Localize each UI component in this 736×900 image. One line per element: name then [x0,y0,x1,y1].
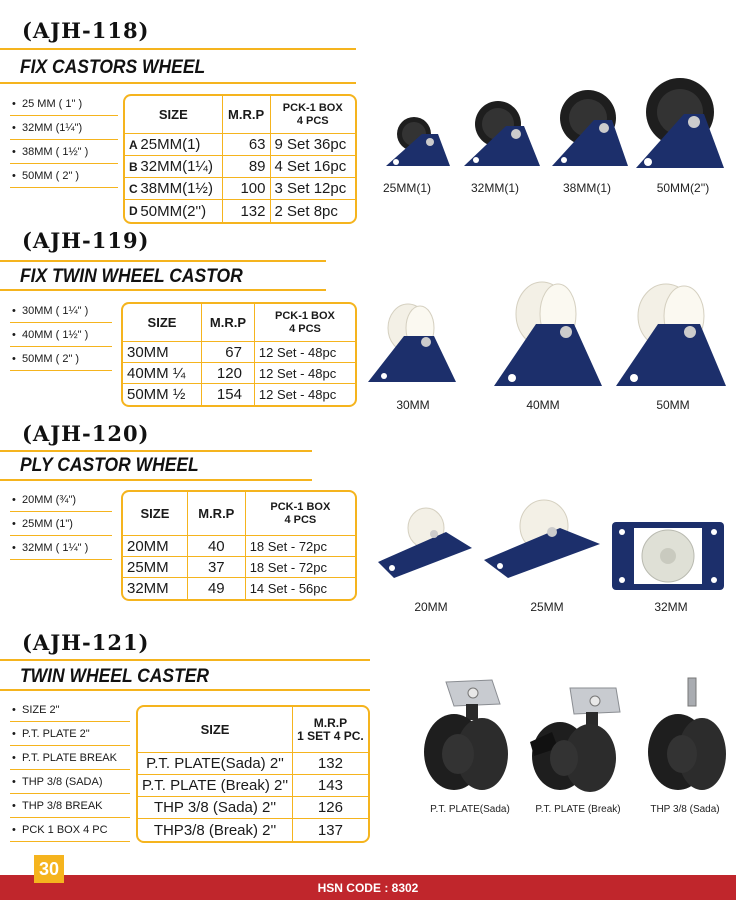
section-title: PLY CASTOR WHEEL [20,455,199,476]
spec-item: • P.T. PLATE 2" [10,722,130,746]
image-caption: 25MM(1) [382,181,431,195]
cell-mrp: 63 [223,134,271,156]
cell-size: THP3/8 (Break) 2'' [138,819,293,841]
twin-wheel-caster-image [640,676,730,796]
price-table [121,302,357,407]
spec-item: • P.T. PLATE BREAK [10,746,130,770]
cell-size: 38MM(1½) [138,178,222,200]
table-row [123,363,355,384]
header-size: SIZE [123,304,202,342]
header-mrp: M.R.P [202,304,255,342]
cell-mrp: 49 [188,578,246,599]
cell-pack: 14 Set - 56pc [249,581,328,596]
cell-pack: 9 Set 36pc [271,134,356,156]
cell-pack: 3 Set 12pc [271,178,356,200]
price-table [123,94,357,224]
image-caption: 40MM [526,398,560,412]
cell-mrp: 137 [317,821,343,839]
image-caption: 32MM(1) [470,181,519,195]
row-letter: A [125,134,138,156]
image-caption: 38MM(1) [562,181,611,195]
cell-mrp: 40 [188,536,246,557]
cell-mrp: 154 [202,384,255,405]
image-caption: THP 3/8 (Sada) [650,804,720,815]
cell-size: 32MM [123,578,188,599]
price-table [121,490,357,601]
section-title: FIX CASTORS WHEEL [20,57,206,78]
cell-mrp: 100 [223,178,271,200]
divider [0,48,356,50]
spec-item: • THP 3/8 BREAK [10,794,130,818]
cell-pack: 12 Set - 48pc [255,342,355,363]
cell-mrp: 37 [188,557,246,578]
row-letter: C [125,178,138,200]
header-pack: PCK-1 BOX 4 PCS [255,304,355,342]
ply-castor-image [376,502,476,582]
fixed-castor-image [458,92,546,174]
page-number: 30 [34,855,64,883]
header-mrp: M.R.P 1 SET 4 PC. [293,707,368,753]
section-code: (AJH-120) [22,421,150,446]
twin-castor-image [612,280,730,392]
spec-item: • 50MM ( 2" ) [10,347,112,371]
fixed-castor-image [632,74,728,176]
row-letter: B [125,156,138,178]
spec-item: • 38MM ( 1½" ) [10,140,118,164]
cell-size: 30MM [123,342,202,363]
spec-item: • 30MM ( 1¼" ) [10,299,112,323]
ply-castor-image [610,520,726,592]
divider [0,689,370,691]
footer-bar [0,875,736,900]
divider [0,479,312,481]
cell-size: P.T. PLATE (Break) 2'' [138,775,293,797]
twin-wheel-caster-image [410,676,520,796]
table-row [123,578,355,599]
cell-mrp: 126 [293,797,368,819]
divider [0,450,312,452]
image-caption: 50MM(2'') [656,181,710,195]
cell-size: THP 3/8 (Sada) 2'' [138,797,293,819]
spec-list [10,698,130,842]
spec-item: • 25MM (1") [10,512,112,536]
header-mrp: M.R.P [223,96,271,134]
spec-item: • THP 3/8 (SADA) [10,770,130,794]
image-caption: 30MM [396,398,430,412]
divider [0,82,356,84]
cell-pack: 18 Set - 72pc [246,536,355,557]
table-row [138,753,368,775]
header-size: SIZE [138,707,293,753]
image-caption: P.T. PLATE(Sada) [430,804,510,815]
cell-pack: 12 Set - 48pc [258,387,337,402]
spec-item: • 40MM ( 1½" ) [10,323,112,347]
spec-item: • SIZE 2" [10,698,130,722]
cell-size: 50MM(2'') [138,200,222,222]
divider [0,289,326,291]
table-row [138,819,368,841]
header-size: SIZE [125,96,223,134]
cell-mrp: 143 [293,775,368,797]
table-row [125,200,355,222]
image-caption: 20MM [414,600,448,614]
table-row [123,342,355,363]
spec-item: • 32MM (1¼") [10,116,118,140]
section-title: FIX TWIN WHEEL CASTOR [20,266,243,287]
cell-mrp: 89 [223,156,271,178]
image-caption: 50MM [656,398,690,412]
spec-item: • 50MM ( 2" ) [10,164,118,188]
spec-item: • 25 MM ( 1" ) [10,92,118,116]
twin-wheel-caster-image [524,684,628,796]
fixed-castor-image [378,108,456,173]
table-row [125,156,355,178]
table-row [138,775,368,797]
header-pack: PCK-1 BOX 4 PCS [246,492,355,536]
image-caption: P.T. PLATE (Break) [535,804,621,815]
hsn-code: HSN CODE : 8302 [317,880,419,895]
table-row [123,384,355,405]
cell-pack: 18 Set - 72pc [246,557,355,578]
cell-mrp: 132 [223,200,271,222]
table-row [138,797,368,819]
table-row [125,134,355,156]
cell-size: 25MM(1) [138,134,222,156]
row-letter: D [129,204,138,218]
twin-castor-image [364,298,460,390]
table-row [125,178,355,200]
image-caption: 32MM [654,600,688,614]
spec-list [10,299,112,371]
cell-size: P.T. PLATE(Sada) 2'' [138,753,293,775]
cell-pack: 4 Set 16pc [271,156,356,178]
ply-castor-image [482,498,602,582]
spec-list [10,92,118,188]
cell-pack: 12 Set - 48pc [255,363,355,384]
price-table [136,705,370,843]
cell-size: 50MM ½ [123,384,202,405]
header-pack: PCK-1 BOX 4 PCS [271,96,356,134]
twin-castor-image [490,278,606,392]
cell-mrp: 132 [293,753,368,775]
section-title: TWIN WHEEL CASTER [20,666,210,687]
section-code: (AJH-118) [22,18,150,43]
section-code: (AJH-121) [22,630,150,655]
table-row [123,536,355,557]
image-caption: 25MM [530,600,564,614]
cell-size: 20MM [123,536,188,557]
cell-mrp: 67 [202,342,255,363]
spec-list [10,488,112,560]
cell-size: 32MM(1¼) [138,156,222,178]
header-size: SIZE [123,492,188,536]
header-mrp: M.R.P [188,492,246,536]
cell-mrp: 120 [202,363,255,384]
spec-item: • 32MM ( 1¼" ) [10,536,112,560]
cell-size: 40MM ¼ [123,363,202,384]
table-row [123,557,355,578]
spec-item: • 20MM (¾") [10,488,112,512]
spec-item: • PCK 1 BOX 4 PC [10,818,130,842]
divider [0,659,370,661]
section-code: (AJH-119) [22,228,150,253]
cell-pack: 2 Set 8pc [274,202,338,220]
cell-size: 25MM [123,557,188,578]
fixed-castor-image [548,82,632,174]
divider [0,260,326,262]
